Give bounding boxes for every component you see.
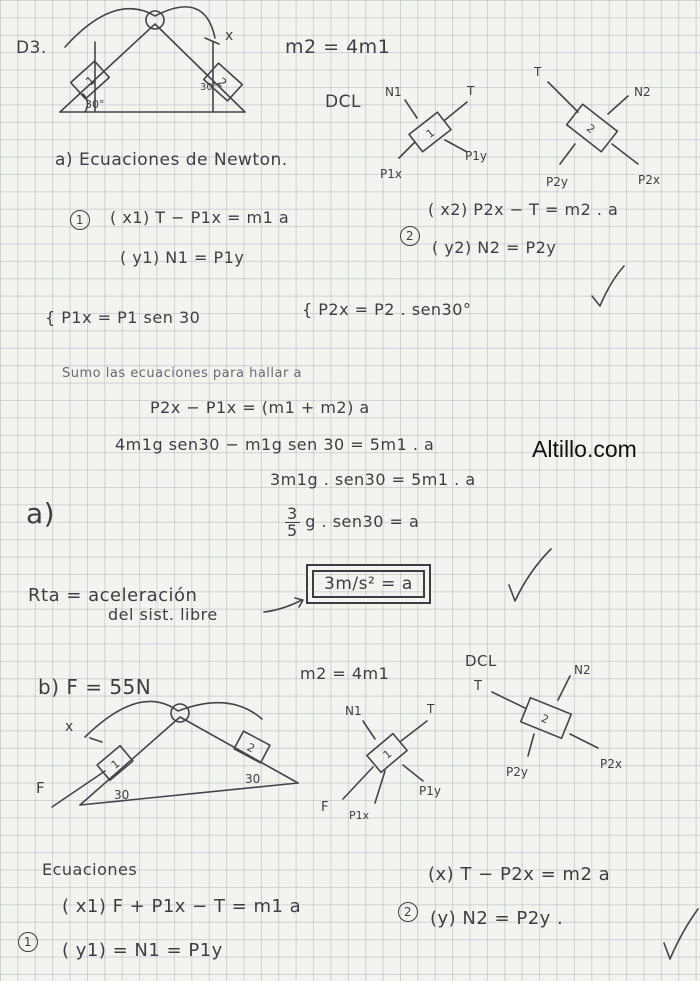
svg-text:1: 1 <box>423 126 438 141</box>
fbd-b-block-1 <box>315 695 465 825</box>
fbd2-px-label: P2x <box>638 173 660 187</box>
fbd1-p1x-arrow <box>399 142 415 158</box>
svg-text:2: 2 <box>244 740 257 756</box>
part-b-title: b) F = 55N <box>38 675 152 699</box>
fbd-b2-p2x-arrow <box>570 734 598 748</box>
part-b-eq1-y: ( y1) = N1 = P1y <box>62 940 223 961</box>
fbd-b1-p1y-arrow <box>403 765 423 781</box>
component-p1x: { P1x = P1 sen 30 <box>45 308 201 327</box>
fbd1-p1y-arrow <box>445 140 467 152</box>
problem-id: D3. <box>16 38 47 58</box>
fbd-b1-f-label: F <box>321 800 329 815</box>
fbd-b1-p1x-arrow <box>375 771 385 803</box>
step-3 <box>285 506 419 539</box>
rope-arc <box>65 7 215 47</box>
incline-diagram-b <box>30 695 310 820</box>
fbd-b2-t-label: T <box>474 679 482 694</box>
check-mark-3 <box>660 905 700 965</box>
fbd-block-1 <box>375 80 505 185</box>
fbd2-py-label: P2y <box>546 175 568 189</box>
fbd-b1-normal-arrow <box>363 721 375 739</box>
fbd2-t-label: T <box>534 65 542 79</box>
answer-label: Rta = aceleración <box>28 585 198 606</box>
part-a-side-label: a) <box>26 497 56 530</box>
fbd1-px-label: P1x <box>380 167 402 181</box>
fbd-b1-tension-arrow <box>401 721 427 741</box>
angle-b-label-left: 30 <box>114 788 130 802</box>
fbd2-normal-arrow <box>608 96 628 114</box>
fbd-b1-n-label: N1 <box>345 704 362 718</box>
incline-b-base <box>80 783 298 805</box>
step-3-tail: g . sen30 = a <box>305 512 420 531</box>
svg-text:2: 2 <box>539 711 551 727</box>
part-b-mass-relation: m2 = 4m1 <box>300 664 390 683</box>
body-1-marker: 1 <box>70 210 90 230</box>
eq1-x: ( x1) T − P1x = m1 a <box>110 208 290 227</box>
block-1 <box>71 61 110 99</box>
block-b-2 <box>234 731 270 763</box>
eq2-x: ( x2) P2x − T = m2 . a <box>428 200 619 219</box>
angle-label-right: 30° <box>200 82 218 93</box>
fraction-denominator: 5 <box>287 521 298 540</box>
fbd1-n-label: N1 <box>385 85 402 99</box>
fbd1-t-label: T <box>467 84 475 98</box>
part-b-dcl-label: DCL <box>465 652 497 670</box>
check-mark-1 <box>590 262 630 312</box>
fbd-b1-force-arrow <box>343 767 373 799</box>
svg-text:1: 1 <box>108 757 123 772</box>
fraction-numerator: 3 <box>287 504 298 523</box>
fbd-b2-n-label: N2 <box>574 663 591 677</box>
step-1: 4m1g sen30 − m1g sen 30 = 5m1 . a <box>115 435 435 454</box>
part-b-body-1-marker: 1 <box>18 932 38 952</box>
fbd2-p2x-arrow <box>612 144 638 164</box>
part-b-eq2-x: (x) T − P2x = m2 a <box>428 864 611 885</box>
force-f-label: F <box>36 779 45 797</box>
pulley-b <box>171 704 189 722</box>
fbd1-normal-arrow <box>405 100 417 118</box>
angle-b-label-right: 30 <box>245 772 261 786</box>
x-b-label: x <box>65 719 74 735</box>
part-b-eq-title: Ecuaciones <box>42 860 138 879</box>
part-b-body-2-marker: 2 <box>398 902 418 922</box>
part-b-eq1-x: ( x1) F + P1x − T = m1 a <box>62 896 302 917</box>
fbd-b-block-2 <box>470 660 650 790</box>
watermark: Altillo.com <box>532 436 637 462</box>
fbd2-tension-arrow <box>548 82 578 112</box>
dcl-label: DCL <box>325 92 361 112</box>
fbd-b2-tension-arrow <box>492 692 525 708</box>
svg-text:2: 2 <box>583 121 598 137</box>
fbd1-py-label: P1y <box>465 149 487 163</box>
answer-label-2: del sist. libre <box>108 605 218 624</box>
part-a-title: a) Ecuaciones de Newton. <box>55 150 288 170</box>
fbd-b1-py-label: P1y <box>419 784 441 798</box>
angle-label-left: 30° <box>85 98 105 111</box>
eq1-y: ( y1) N1 = P1y <box>120 248 245 267</box>
eq2-y: ( y2) N2 = P2y <box>432 238 557 257</box>
incline-diagram-a <box>55 2 255 122</box>
x-axis-arrow <box>205 38 219 44</box>
sum-equation: P2x − P1x = (m1 + m2) a <box>150 398 370 417</box>
svg-text:1: 1 <box>83 73 99 89</box>
fbd-b1-px-label: P1x <box>349 809 370 822</box>
fbd1-tension-arrow <box>445 102 467 120</box>
fbd-b2-px-label: P2x <box>600 757 622 771</box>
fbd-block-2 <box>530 60 670 200</box>
fbd2-n-label: N2 <box>634 85 651 99</box>
x-axis-label: x <box>225 28 234 44</box>
answer-arrow <box>262 592 310 616</box>
fbd-b2-p2y-arrow <box>528 734 534 756</box>
fbd2-p2y-arrow <box>560 144 575 164</box>
answer-box: 3m/s² = a <box>312 570 425 598</box>
pulley <box>146 11 164 29</box>
body-2-marker: 2 <box>400 226 420 246</box>
fbd-b2-normal-arrow <box>558 676 570 700</box>
svg-text:2: 2 <box>214 74 230 91</box>
component-p2x: { P2x = P2 . sen30° <box>302 300 472 319</box>
fbd-b1-t-label: T <box>427 702 435 716</box>
step-2: 3m1g . sen30 = 5m1 . a <box>270 470 476 489</box>
check-mark-2 <box>505 545 555 605</box>
fraction <box>285 506 300 539</box>
x-b-arrow <box>90 738 102 742</box>
sum-note: Sumo las ecuaciones para hallar a <box>62 366 302 381</box>
svg-text:1: 1 <box>380 747 395 762</box>
mass-relation: m2 = 4m1 <box>285 36 391 58</box>
part-b-eq2-y: (y) N2 = P2y . <box>430 908 564 929</box>
fbd-b2-py-label: P2y <box>506 765 528 779</box>
